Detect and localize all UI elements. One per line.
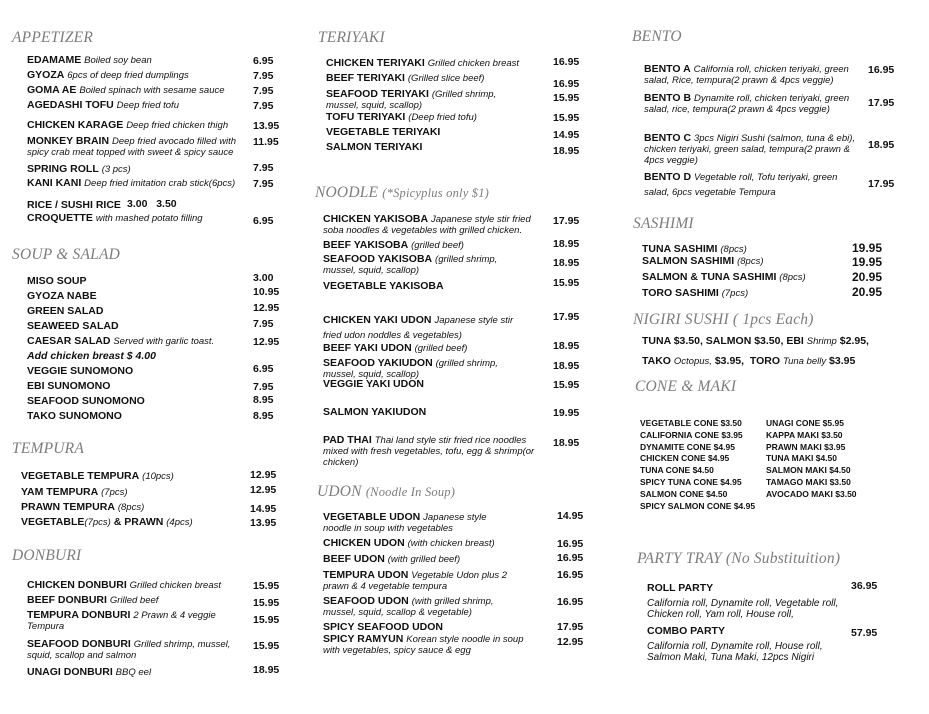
menu-item-price: 19.95 — [553, 407, 580, 419]
menu-item-price: 18.95 — [553, 437, 580, 449]
menu-item: BENTO C 3pcs Nigiri Sushi (salmon, tuna & ebi), chicken teriyaki, green salad, tempura(2 prawn & 4pcs veggie) — [644, 132, 856, 166]
menu-item-price: 7.95 — [253, 70, 274, 82]
list-item: TAMAGO MAKI $3.50 — [766, 476, 851, 487]
list-item: SALMON CONE $4.50 — [640, 488, 728, 499]
menu-item: CHICKEN YAKISOBA Japanese style stir fried soba noodles & vegetables with grilled chicken. — [323, 213, 531, 236]
menu-item-price: 12.95 — [250, 484, 277, 496]
menu-item-price: 20.95 — [852, 285, 883, 299]
menu-item: CHICKEN UDON (with chicken breast) — [323, 537, 495, 549]
menu-item: BEEF TERIYAKI (Grilled slice beef) — [326, 72, 485, 84]
menu-item-price: 14.95 — [557, 510, 584, 522]
menu-item: RICE / SUSHI RICE — [27, 199, 121, 211]
menu-item: VEGETABLE YAKISOBA — [323, 280, 444, 292]
menu-item-price: 13.95 — [253, 120, 280, 132]
menu-item: SEAWEED SALAD — [27, 320, 119, 332]
menu-item-price: 18.95 — [553, 238, 580, 250]
menu-item-price: 17.95 — [557, 621, 584, 633]
menu-item-price: 16.95 — [557, 552, 584, 564]
list-item: CHICKEN CONE $4.95 — [640, 453, 730, 464]
menu-item: KANI KANI Deep fried imitation crab stick(6pcs) — [27, 177, 236, 189]
menu-item-price: 6.95 — [253, 55, 274, 67]
menu-item: GYOZA NABE — [27, 290, 97, 302]
bento-title: BENTO — [632, 28, 682, 45]
sashimi-title: SASHIMI — [633, 215, 694, 232]
menu-item: CHICKEN TERIYAKI Grilled chicken breast — [326, 57, 520, 69]
menu-item-price: 15.95 — [553, 277, 580, 289]
menu-item: SPICY RAMYUN Korean style noodle in soup with vegetables, spicy sauce & egg — [323, 633, 524, 656]
menu-item-price: 18.95 — [868, 139, 895, 151]
menu-item: TEMPURA UDON Vegetable Udon plus 2 prawn & 4 vegetable tempura — [323, 569, 508, 592]
soup-salad-title: SOUP & SALAD — [12, 246, 121, 263]
menu-item-desc: California roll, Dynamite roll, House roll, Salmon Maki, Tuna Maki, 12pcs Nigiri — [647, 641, 823, 663]
menu-item: PRAWN TEMPURA (8pcs) — [21, 501, 145, 513]
menu-item-price: 36.95 — [851, 580, 878, 592]
menu-item: GREEN SALAD — [27, 305, 104, 317]
menu-item-price: 16.95 — [557, 569, 584, 581]
menu-item-price: 17.95 — [553, 215, 580, 227]
menu-item: SALMON TERIYAKI — [326, 141, 423, 153]
menu-item-price: 16.95 — [868, 64, 895, 76]
menu-item: UNAGI DONBURI BBQ eel — [27, 666, 152, 678]
list-item: SALMON MAKI $4.50 — [766, 465, 851, 476]
menu-item-price: 15.95 — [553, 92, 580, 104]
list-item: TUNA CONE $4.50 — [640, 465, 714, 476]
menu-item: BEEF DONBURI Grilled beef — [27, 594, 159, 606]
menu-item: VEGETABLE(7pcs) & PRAWN (4pcs) — [21, 516, 193, 528]
menu-item-price: 15.95 — [553, 112, 580, 124]
menu-item: VEGGIE SUNOMONO — [27, 365, 134, 377]
menu-item: MISO SOUP — [27, 275, 87, 287]
menu-item: ROLL PARTY — [647, 582, 714, 594]
menu-item: TORO SASHIMI (7pcs) — [642, 287, 749, 299]
menu-item-price: 17.95 — [868, 97, 895, 109]
list-item: DYNAMITE CONE $4.95 — [640, 441, 735, 452]
menu-item-price: 11.95 — [253, 136, 279, 148]
list-item: TUNA MAKI $4.50 — [766, 453, 838, 464]
menu-item-price: 18.95 — [253, 664, 280, 676]
menu-item: TAKO SUNOMONO — [27, 410, 122, 422]
nigiri-line: TAKO Octopus, $3.95, TORO Tuna belly $3.95 — [642, 355, 856, 367]
menu-item: CROQUETTE with mashed potato filling — [27, 212, 203, 224]
menu-item: BENTO B Dynamite roll, chicken teriyaki, green salad, rice, tempura(2 prawn & 4pcs veggie) — [644, 92, 850, 115]
list-item: SPICY TUNA CONE $4.95 — [640, 476, 742, 487]
menu-item-price: 8.95 — [253, 394, 274, 406]
menu-item-price: 57.95 — [851, 627, 878, 639]
menu-item: SEAFOOD UDON (with grilled shrimp, mussel, squid, scallop & vegetable) — [323, 595, 494, 618]
menu-item: SEAFOOD YAKIUDON (grilled shrimp, mussel, squid, scallop) — [323, 357, 498, 380]
menu-item: SALMON & TUNA SASHIMI (8pcs) — [642, 271, 806, 283]
menu-item-price: 12.95 — [250, 469, 277, 481]
menu-item: SALMON SASHIMI (8pcs) — [642, 255, 764, 267]
menu-item: SEAFOOD DONBURI Grilled shrimp, mussel, squid, scallop and salmon — [27, 638, 231, 661]
menu-item-price: 13.95 — [250, 517, 277, 529]
menu-item: PAD THAI Thai land style stir fried rice noodles mixed with fresh vegetables, tofu, egg & shrimp(or chicken) — [323, 434, 535, 468]
menu-item-price: 3.00 — [253, 272, 274, 284]
menu-item: BENTO D Vegetable roll, Tofu teriyaki, green salad, 6pcs vegetable Tempura — [644, 171, 838, 198]
menu-item: VEGGIE YAKI UDON — [323, 378, 424, 390]
menu-item-price: 20.95 — [852, 270, 883, 284]
menu-item: VEGETABLE UDON Japanese style noodle in soup with vegetables — [323, 511, 487, 534]
donburi-title: DONBURI — [12, 547, 82, 564]
cone-list-left — [640, 418, 755, 512]
cone-maki-title: CONE & MAKI — [635, 378, 737, 395]
list-item: VEGETABLE CONE $3.50 — [640, 418, 742, 428]
menu-item: TUNA SASHIMI (8pcs) — [642, 243, 747, 255]
menu-item: BEEF YAKISOBA (grilled beef) — [323, 239, 464, 251]
menu-item-price: 19.95 — [852, 241, 883, 255]
menu-item: VEGETABLE TEMPURA (10pcs) — [21, 470, 174, 482]
menu-item-price: 15.95 — [553, 379, 580, 391]
menu-item: CHICKEN DONBURI Grilled chicken breast — [27, 579, 222, 591]
udon-title: UDON (Noodle In Soup) — [317, 483, 456, 500]
teriyaki-title: TERIYAKI — [318, 29, 385, 46]
menu-item: SPICY SEAFOOD UDON — [323, 621, 443, 633]
menu-item: Add chicken breast $ 4.00 — [27, 350, 156, 362]
menu-item-price: 18.95 — [553, 145, 580, 157]
menu-item-price: 6.95 — [253, 363, 274, 375]
menu-item-price: 18.95 — [553, 257, 580, 269]
menu-item: SEAFOOD YAKISOBA (grilled shrimp, mussel, squid, scallop) — [323, 253, 498, 276]
list-item: AVOCADO MAKI $3.50 — [766, 488, 857, 499]
menu-item-price: 19.95 — [852, 255, 883, 269]
menu-item: SALMON YAKIUDON — [323, 406, 427, 418]
menu-item: GYOZA 6pcs of deep fried dumplings — [27, 69, 189, 81]
menu-item-price: 6.95 — [253, 215, 274, 227]
menu-item-price: 7.95 — [253, 178, 274, 190]
menu-item: EDAMAME Boiled soy bean — [27, 54, 152, 66]
menu-item-price: 10.95 — [253, 286, 280, 298]
menu-item: EBI SUNOMONO — [27, 380, 111, 392]
menu-item: TOFU TERIYAKI (Deep fried tofu) — [326, 111, 477, 123]
menu-item-price: 18.95 — [553, 340, 580, 352]
menu-item-price: 7.95 — [253, 85, 274, 97]
menu-item-price: 8.95 — [253, 410, 274, 422]
menu-item-price: 18.95 — [553, 360, 580, 372]
menu-item-price: 16.95 — [557, 538, 584, 550]
menu-item: BEEF YAKI UDON (grilled beef) — [323, 342, 468, 354]
menu-item: VEGETABLE TERIYAKI — [326, 126, 441, 138]
appetizer-title: APPETIZER — [12, 29, 94, 46]
menu-item: CHICKEN KARAGE Deep fried chicken thigh — [27, 119, 229, 131]
list-item: KAPPA MAKI $3.50 — [766, 429, 843, 440]
menu-item: COMBO PARTY — [647, 625, 725, 637]
menu-item: CAESAR SALAD Served with garlic toast. — [27, 335, 215, 347]
menu-item: TEMPURA DONBURI 2 Prawn & 4 veggie Tempura — [27, 609, 216, 632]
menu-item-price: 15.95 — [253, 614, 280, 626]
menu-item-price: 12.95 — [253, 302, 280, 314]
menu-item-price: 14.95 — [553, 129, 580, 141]
nigiri-line: TUNA $3.50, SALMON $3.50, EBI Shrimp $2.95, — [642, 335, 869, 347]
nigiri-title: NIGIRI SUSHI ( 1pcs Each) — [633, 311, 814, 328]
menu-item-price: 3.00 3.50 — [127, 198, 177, 210]
menu-item-price: 12.95 — [557, 636, 584, 648]
menu-item-price: 16.95 — [553, 56, 580, 68]
menu-item: MONKEY BRAIN Deep fried avocado filled with spicy crab meat topped with sweet & spicy sauce — [27, 135, 237, 158]
menu-item-price: 7.95 — [253, 318, 274, 330]
list-item: UNAGI CONE $5.95 — [766, 418, 844, 428]
menu-item-price: 7.95 — [253, 100, 274, 112]
list-item: CALIFORNIA CONE $3.95 — [640, 429, 743, 440]
menu-item: BEEF UDON (with grilled beef) — [323, 553, 461, 565]
menu-item-price: 16.95 — [557, 596, 584, 608]
menu-item-price: 17.95 — [868, 178, 895, 190]
menu-item-price: 15.95 — [253, 597, 280, 609]
menu-item: SEAFOOD SUNOMONO — [27, 395, 145, 407]
menu-item: AGEDASHI TOFU Deep fried tofu — [27, 99, 179, 111]
menu-item: BENTO A California roll, chicken teriyaki, green salad, Rice, tempura(2 prawn & 4pcs veggie) — [644, 63, 849, 86]
menu-item-price: 7.95 — [253, 162, 274, 174]
menu-item: YAM TEMPURA (7pcs) — [21, 486, 128, 498]
menu-item-price: 14.95 — [250, 503, 277, 515]
menu-item-price: 15.95 — [253, 640, 280, 652]
menu-item: SPRING ROLL (3 pcs) — [27, 163, 131, 175]
menu-item: SEAFOOD TERIYAKI (Grilled shrimp, mussel, squid, scallop) — [326, 88, 497, 111]
menu-item: CHICKEN YAKI UDON Japanese style stir fried udon noddles & vegetables) — [323, 314, 514, 341]
list-item: SPICY SALMON CONE $4.95 — [640, 500, 756, 511]
menu-item-price: 12.95 — [253, 336, 280, 348]
menu-item-price: 16.95 — [553, 78, 580, 90]
menu-item: GOMA AE Boiled spinach with sesame sauce — [27, 84, 225, 96]
list-item: PRAWN MAKI $3.95 — [766, 441, 846, 452]
party-tray-title: PARTY TRAY (No Substituition) — [637, 550, 841, 567]
menu-item-price: 15.95 — [253, 580, 280, 592]
menu-item-price: 17.95 — [553, 311, 580, 323]
maki-list-right — [766, 418, 857, 501]
menu-item-price: 7.95 — [253, 381, 274, 393]
noodle-title: NOODLE (*Spicyplus only $1) — [315, 184, 490, 201]
menu-item-desc: California roll, Dynamite roll, Vegetable roll, Chicken roll, Yam roll, House roll, — [647, 598, 839, 620]
tempura-title: TEMPURA — [12, 440, 84, 457]
